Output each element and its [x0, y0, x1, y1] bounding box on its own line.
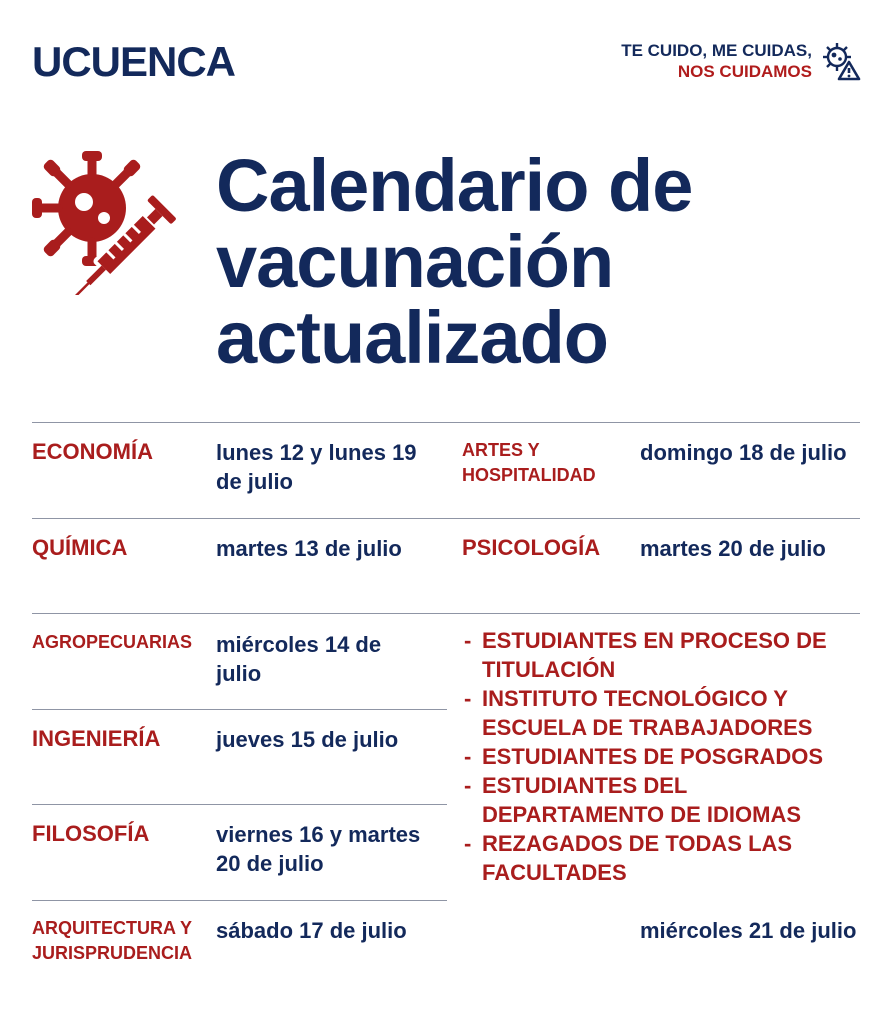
divider: [32, 900, 447, 901]
title-line-1: Calendario de: [216, 144, 693, 227]
divider: [32, 613, 860, 614]
list-item: - ESTUDIANTES DEL DEPARTAMENTO DE IDIOMAS: [462, 771, 872, 829]
faculty-quimica: QUÍMICA: [32, 535, 128, 560]
page-title: [216, 144, 693, 379]
list-item: - INSTITUTO TECNOLÓGICO Y ESCUELA DE TRABAJADORES: [462, 684, 872, 742]
slogan: [621, 40, 812, 82]
virus-warning-icon: [820, 40, 862, 82]
slogan-line-2: NOS CUIDAMOS: [677, 62, 812, 81]
title-line-3: actualizado: [216, 296, 608, 379]
title-line-2: vacunación: [216, 220, 614, 303]
faculty-artes-hospitalidad: ARTES Y HOSPITALIDAD: [462, 440, 596, 485]
date-filosofia: viernes 16 y martes 20 de julio: [216, 822, 421, 876]
date-agropecuarias: miércoles 14 de julio: [216, 632, 382, 686]
date-quimica: martes 13 de julio: [216, 536, 402, 561]
faculty-filosofia: FILOSOFÍA: [32, 821, 150, 846]
date-artes-hospitalidad: domingo 18 de julio: [640, 440, 847, 465]
divider: [32, 804, 447, 805]
faculty-arquitectura-jurisprudencia: ARQUITECTURA Y JURISPRUDENCIA: [32, 918, 193, 963]
faculty-ingenieria: INGENIERÍA: [32, 726, 161, 751]
ucuenca-logo: UCUENCA: [32, 38, 235, 85]
slogan-line-1: TE CUIDO, ME CUIDAS,: [621, 41, 812, 60]
faculty-psicologia: PSICOLOGÍA: [462, 535, 601, 560]
divider: [32, 518, 860, 519]
list-item: - ESTUDIANTES DE POSGRADOS: [462, 742, 872, 771]
faculty-economia: ECONOMÍA: [32, 439, 153, 464]
virus-syringe-icon: [30, 150, 190, 295]
date-psicologia: martes 20 de julio: [640, 536, 826, 561]
divider: [32, 422, 860, 423]
divider: [32, 709, 447, 710]
date-economia: lunes 12 y lunes 19 de julio: [216, 440, 417, 494]
list-item: - ESTUDIANTES EN PROCESO DE TITULACIÓN: [462, 626, 872, 684]
group-list: [462, 626, 872, 887]
date-arquitectura-jurisprudencia: sábado 17 de julio: [216, 918, 407, 943]
date-group: miércoles 21 de julio: [640, 918, 857, 943]
list-item: - REZAGADOS DE TODAS LAS FACULTADES: [462, 829, 872, 887]
date-ingenieria: jueves 15 de julio: [216, 727, 399, 752]
faculty-agropecuarias: AGROPECUARIAS: [32, 632, 193, 652]
